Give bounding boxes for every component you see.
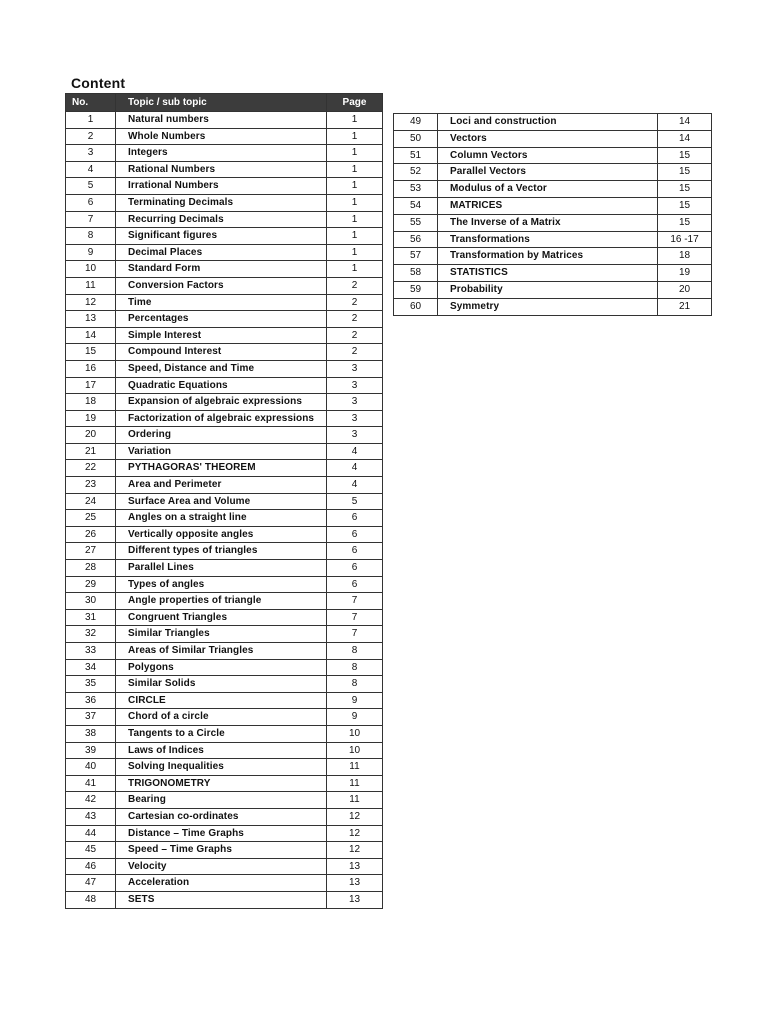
row-number: 58 xyxy=(394,265,438,282)
page-title: Content xyxy=(71,75,126,91)
row-page: 6 xyxy=(327,543,383,560)
row-topic: Column Vectors xyxy=(438,147,658,164)
row-page: 2 xyxy=(327,294,383,311)
table-row xyxy=(66,858,383,875)
row-page: 15 xyxy=(658,147,712,164)
row-page: 1 xyxy=(327,211,383,228)
header-topic: Topic / sub topic xyxy=(116,94,327,112)
row-number: 22 xyxy=(66,460,116,477)
contents-table-left xyxy=(65,93,383,909)
row-page: 16 -17 xyxy=(658,231,712,248)
row-topic: Types of angles xyxy=(116,576,327,593)
row-page: 19 xyxy=(658,265,712,282)
row-page: 7 xyxy=(327,609,383,626)
row-topic: Angles on a straight line xyxy=(116,510,327,527)
row-page: 13 xyxy=(327,875,383,892)
row-number: 60 xyxy=(394,298,438,315)
row-number: 45 xyxy=(66,842,116,859)
row-topic: Speed – Time Graphs xyxy=(116,842,327,859)
row-topic: Polygons xyxy=(116,659,327,676)
row-number: 40 xyxy=(66,759,116,776)
row-topic: Solving Inequalities xyxy=(116,759,327,776)
table-row xyxy=(394,265,712,282)
row-topic: Ordering xyxy=(116,427,327,444)
row-topic: Similar Triangles xyxy=(116,626,327,643)
table-row xyxy=(66,709,383,726)
table-row xyxy=(66,543,383,560)
table-row xyxy=(66,427,383,444)
row-page: 15 xyxy=(658,197,712,214)
row-number: 24 xyxy=(66,493,116,510)
row-topic: Loci and construction xyxy=(438,114,658,131)
row-number: 8 xyxy=(66,228,116,245)
row-number: 29 xyxy=(66,576,116,593)
row-topic: Recurring Decimals xyxy=(116,211,327,228)
table-row xyxy=(394,181,712,198)
row-topic: Congruent Triangles xyxy=(116,609,327,626)
row-number: 48 xyxy=(66,891,116,908)
row-page: 2 xyxy=(327,277,383,294)
table-row xyxy=(66,178,383,195)
row-number: 50 xyxy=(394,130,438,147)
table-row xyxy=(66,510,383,527)
row-topic: Different types of triangles xyxy=(116,543,327,560)
row-topic: MATRICES xyxy=(438,197,658,214)
table-row xyxy=(394,298,712,315)
row-number: 57 xyxy=(394,248,438,265)
row-topic: PYTHAGORAS' THEOREM xyxy=(116,460,327,477)
row-number: 2 xyxy=(66,128,116,145)
table-row xyxy=(66,493,383,510)
row-topic: Quadratic Equations xyxy=(116,377,327,394)
row-topic: Decimal Places xyxy=(116,244,327,261)
row-number: 39 xyxy=(66,742,116,759)
table-row xyxy=(66,759,383,776)
row-topic: Angle properties of triangle xyxy=(116,593,327,610)
row-topic: Expansion of algebraic expressions xyxy=(116,394,327,411)
row-number: 38 xyxy=(66,725,116,742)
table-row xyxy=(66,477,383,494)
table-header-row xyxy=(66,94,383,112)
table-row xyxy=(66,742,383,759)
row-page: 15 xyxy=(658,181,712,198)
table-row xyxy=(66,593,383,610)
row-topic: Natural numbers xyxy=(116,112,327,129)
table-row xyxy=(394,114,712,131)
row-number: 51 xyxy=(394,147,438,164)
row-topic: SETS xyxy=(116,891,327,908)
row-page: 6 xyxy=(327,526,383,543)
row-number: 52 xyxy=(394,164,438,181)
row-page: 13 xyxy=(327,891,383,908)
table-row xyxy=(66,194,383,211)
row-topic: Parallel Lines xyxy=(116,560,327,577)
row-topic: Factorization of algebraic expressions xyxy=(116,410,327,427)
row-page: 2 xyxy=(327,311,383,328)
row-number: 35 xyxy=(66,676,116,693)
row-number: 5 xyxy=(66,178,116,195)
row-page: 15 xyxy=(658,164,712,181)
row-number: 46 xyxy=(66,858,116,875)
row-number: 32 xyxy=(66,626,116,643)
row-topic: Modulus of a Vector xyxy=(438,181,658,198)
row-topic: Cartesian co-ordinates xyxy=(116,808,327,825)
row-page: 3 xyxy=(327,394,383,411)
row-number: 55 xyxy=(394,214,438,231)
row-topic: Integers xyxy=(116,145,327,162)
row-topic: TRIGONOMETRY xyxy=(116,775,327,792)
row-topic: Distance – Time Graphs xyxy=(116,825,327,842)
table-row xyxy=(66,443,383,460)
row-number: 37 xyxy=(66,709,116,726)
row-page: 1 xyxy=(327,112,383,129)
row-page: 8 xyxy=(327,659,383,676)
header-no: No. xyxy=(66,94,116,112)
row-number: 10 xyxy=(66,261,116,278)
table-row xyxy=(66,576,383,593)
row-topic: Transformations xyxy=(438,231,658,248)
row-number: 54 xyxy=(394,197,438,214)
row-number: 34 xyxy=(66,659,116,676)
row-topic: Transformation by Matrices xyxy=(438,248,658,265)
row-number: 3 xyxy=(66,145,116,162)
row-number: 1 xyxy=(66,112,116,129)
row-number: 25 xyxy=(66,510,116,527)
table-row xyxy=(66,609,383,626)
row-page: 4 xyxy=(327,477,383,494)
row-page: 1 xyxy=(327,178,383,195)
row-topic: Simple Interest xyxy=(116,327,327,344)
row-topic: CIRCLE xyxy=(116,692,327,709)
row-topic: Rational Numbers xyxy=(116,161,327,178)
table-row xyxy=(66,692,383,709)
row-topic: Velocity xyxy=(116,858,327,875)
row-page: 9 xyxy=(327,709,383,726)
row-page: 9 xyxy=(327,692,383,709)
table-row xyxy=(66,792,383,809)
row-topic: Area and Perimeter xyxy=(116,477,327,494)
table-row xyxy=(66,808,383,825)
row-number: 33 xyxy=(66,643,116,660)
row-number: 31 xyxy=(66,609,116,626)
row-number: 13 xyxy=(66,311,116,328)
table-row xyxy=(66,626,383,643)
row-page: 11 xyxy=(327,792,383,809)
row-topic: Whole Numbers xyxy=(116,128,327,145)
row-topic: Symmetry xyxy=(438,298,658,315)
table-row xyxy=(66,875,383,892)
row-number: 56 xyxy=(394,231,438,248)
row-topic: Time xyxy=(116,294,327,311)
row-page: 11 xyxy=(327,775,383,792)
table-row xyxy=(66,360,383,377)
row-number: 7 xyxy=(66,211,116,228)
row-page: 3 xyxy=(327,377,383,394)
row-topic: Similar Solids xyxy=(116,676,327,693)
row-topic: Acceleration xyxy=(116,875,327,892)
row-number: 23 xyxy=(66,477,116,494)
row-number: 53 xyxy=(394,181,438,198)
row-topic: Standard Form xyxy=(116,261,327,278)
table-row xyxy=(66,344,383,361)
row-page: 1 xyxy=(327,228,383,245)
table-row xyxy=(66,394,383,411)
table-row xyxy=(394,164,712,181)
row-page: 5 xyxy=(327,493,383,510)
row-page: 12 xyxy=(327,842,383,859)
table-row xyxy=(66,311,383,328)
row-number: 9 xyxy=(66,244,116,261)
header-page: Page xyxy=(327,94,383,112)
row-topic: Conversion Factors xyxy=(116,277,327,294)
row-topic: Areas of Similar Triangles xyxy=(116,643,327,660)
table-row xyxy=(66,676,383,693)
row-number: 47 xyxy=(66,875,116,892)
row-number: 14 xyxy=(66,327,116,344)
row-page: 12 xyxy=(327,825,383,842)
table-row xyxy=(66,294,383,311)
table-row xyxy=(66,277,383,294)
row-topic: Vertically opposite angles xyxy=(116,526,327,543)
row-page: 20 xyxy=(658,281,712,298)
row-page: 2 xyxy=(327,344,383,361)
row-page: 11 xyxy=(327,759,383,776)
row-page: 18 xyxy=(658,248,712,265)
row-topic: The Inverse of a Matrix xyxy=(438,214,658,231)
row-topic: Probability xyxy=(438,281,658,298)
row-topic: Speed, Distance and Time xyxy=(116,360,327,377)
row-page: 8 xyxy=(327,676,383,693)
row-number: 41 xyxy=(66,775,116,792)
row-page: 8 xyxy=(327,643,383,660)
table-row xyxy=(66,659,383,676)
row-page: 1 xyxy=(327,161,383,178)
table-row xyxy=(66,825,383,842)
row-topic: Tangents to a Circle xyxy=(116,725,327,742)
table-row xyxy=(66,211,383,228)
row-number: 36 xyxy=(66,692,116,709)
table-row xyxy=(66,244,383,261)
row-page: 4 xyxy=(327,460,383,477)
row-page: 10 xyxy=(327,742,383,759)
table-row xyxy=(394,214,712,231)
row-number: 43 xyxy=(66,808,116,825)
row-page: 7 xyxy=(327,593,383,610)
row-page: 3 xyxy=(327,427,383,444)
row-page: 10 xyxy=(327,725,383,742)
row-page: 3 xyxy=(327,360,383,377)
row-number: 21 xyxy=(66,443,116,460)
row-number: 28 xyxy=(66,560,116,577)
row-page: 14 xyxy=(658,114,712,131)
table-row xyxy=(394,130,712,147)
row-number: 59 xyxy=(394,281,438,298)
row-number: 17 xyxy=(66,377,116,394)
table-row xyxy=(66,327,383,344)
row-page: 6 xyxy=(327,576,383,593)
row-number: 30 xyxy=(66,593,116,610)
table-row xyxy=(66,377,383,394)
row-number: 26 xyxy=(66,526,116,543)
row-page: 15 xyxy=(658,214,712,231)
row-number: 44 xyxy=(66,825,116,842)
row-number: 27 xyxy=(66,543,116,560)
row-topic: Variation xyxy=(116,443,327,460)
table-row xyxy=(394,147,712,164)
table-row xyxy=(66,725,383,742)
row-number: 6 xyxy=(66,194,116,211)
table-row xyxy=(66,891,383,908)
row-topic: Terminating Decimals xyxy=(116,194,327,211)
row-page: 7 xyxy=(327,626,383,643)
row-topic: Irrational Numbers xyxy=(116,178,327,195)
table-row xyxy=(66,228,383,245)
row-topic: Parallel Vectors xyxy=(438,164,658,181)
row-number: 16 xyxy=(66,360,116,377)
row-page: 21 xyxy=(658,298,712,315)
row-number: 20 xyxy=(66,427,116,444)
row-number: 12 xyxy=(66,294,116,311)
table-row xyxy=(66,161,383,178)
table-row xyxy=(394,231,712,248)
row-topic: Vectors xyxy=(438,130,658,147)
row-page: 1 xyxy=(327,128,383,145)
row-number: 11 xyxy=(66,277,116,294)
table-row xyxy=(394,248,712,265)
row-topic: Significant figures xyxy=(116,228,327,245)
table-row xyxy=(66,145,383,162)
table-row xyxy=(394,281,712,298)
table-row xyxy=(66,560,383,577)
table-row xyxy=(66,261,383,278)
row-topic: Bearing xyxy=(116,792,327,809)
table-row xyxy=(66,460,383,477)
row-number: 15 xyxy=(66,344,116,361)
row-page: 2 xyxy=(327,327,383,344)
row-page: 1 xyxy=(327,261,383,278)
table-row xyxy=(66,775,383,792)
row-topic: Compound Interest xyxy=(116,344,327,361)
row-page: 1 xyxy=(327,244,383,261)
row-topic: Percentages xyxy=(116,311,327,328)
row-page: 6 xyxy=(327,510,383,527)
row-page: 6 xyxy=(327,560,383,577)
table-row xyxy=(66,526,383,543)
row-page: 13 xyxy=(327,858,383,875)
table-row xyxy=(66,643,383,660)
row-topic: Laws of Indices xyxy=(116,742,327,759)
row-page: 3 xyxy=(327,410,383,427)
row-topic: STATISTICS xyxy=(438,265,658,282)
row-number: 4 xyxy=(66,161,116,178)
table-row xyxy=(66,410,383,427)
table-row xyxy=(66,112,383,129)
row-number: 19 xyxy=(66,410,116,427)
contents-table-right xyxy=(393,113,712,316)
row-topic: Chord of a circle xyxy=(116,709,327,726)
row-number: 18 xyxy=(66,394,116,411)
table-row xyxy=(66,842,383,859)
row-number: 49 xyxy=(394,114,438,131)
row-number: 42 xyxy=(66,792,116,809)
row-page: 1 xyxy=(327,145,383,162)
row-page: 1 xyxy=(327,194,383,211)
row-page: 12 xyxy=(327,808,383,825)
table-row xyxy=(394,197,712,214)
row-page: 14 xyxy=(658,130,712,147)
row-topic: Surface Area and Volume xyxy=(116,493,327,510)
table-row xyxy=(66,128,383,145)
row-page: 4 xyxy=(327,443,383,460)
